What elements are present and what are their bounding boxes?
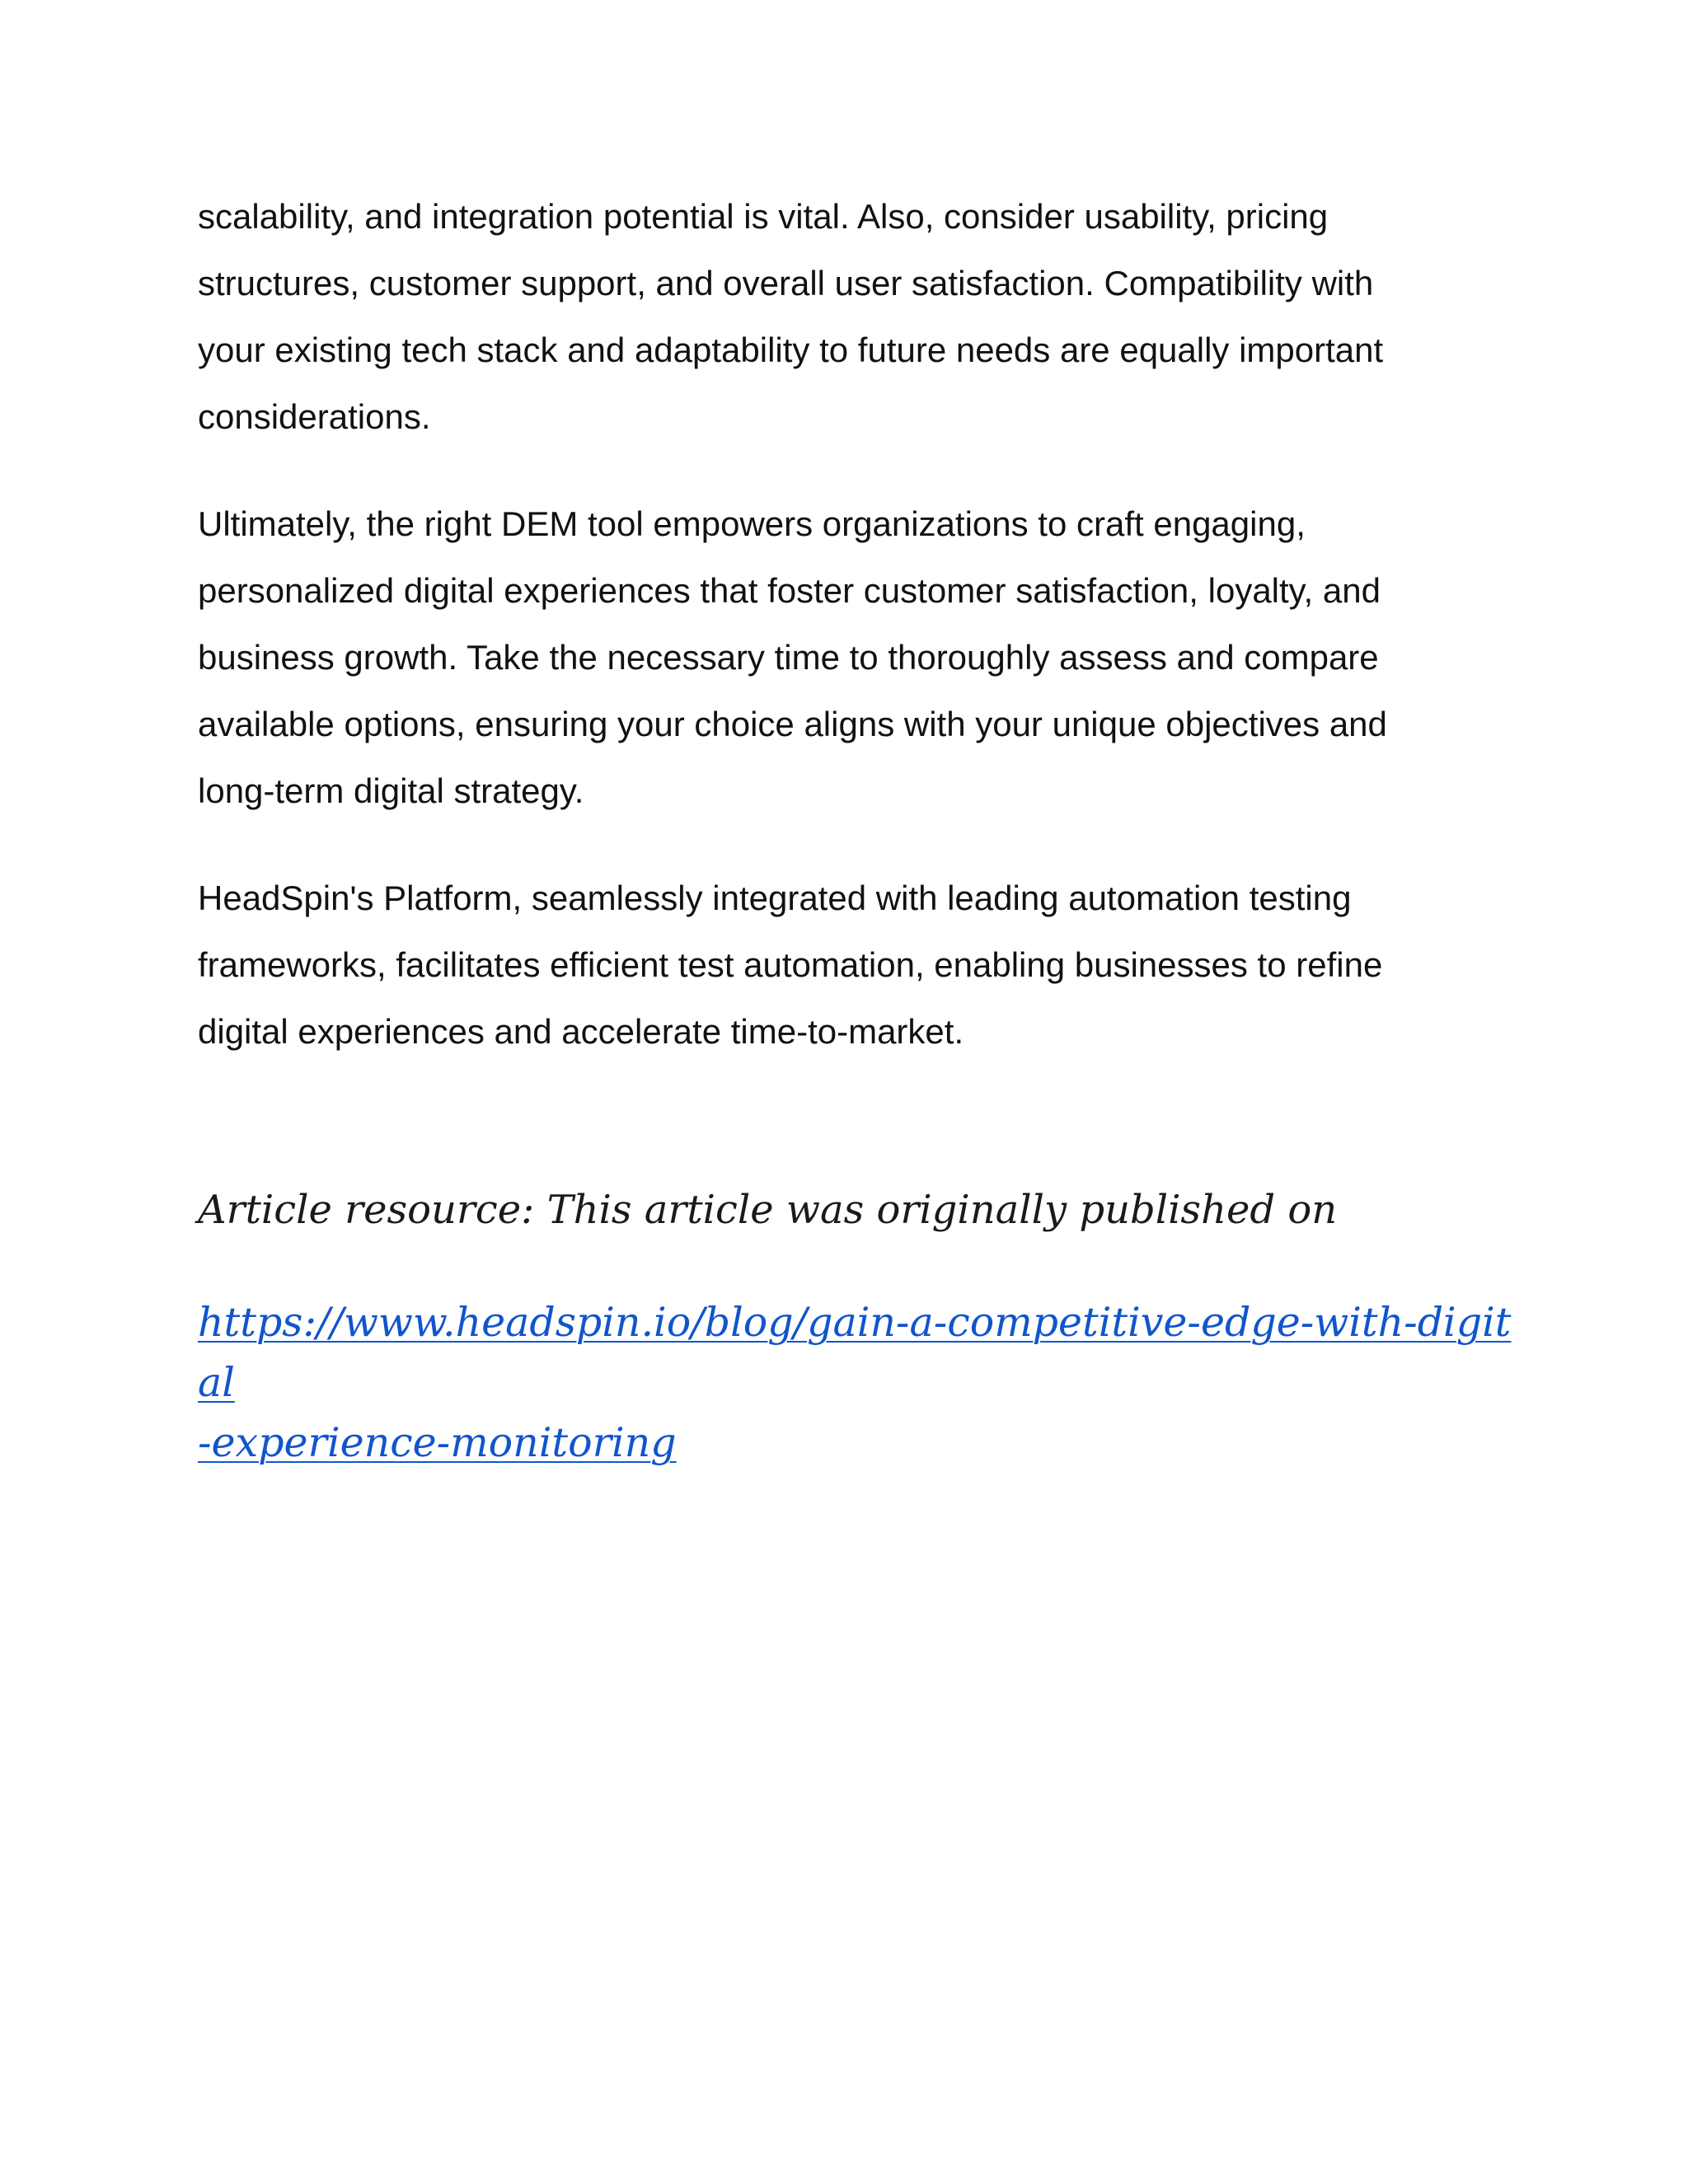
article-source-label: Article resource: This article was originally published on <box>198 1187 1338 1233</box>
document-body <box>198 183 1512 1466</box>
paragraph-headspin-platform: HeadSpin's Platform, seamlessly integrated with leading automation testing frameworks, facilitates efficient test automation, enabling businesses to refine digital experiences and accelerate time-to-market. <box>198 879 1383 1051</box>
paragraph-right-dem-tool: Ultimately, the right DEM tool empowers organizations to craft engaging, personalized digital experiences that foster customer satisfaction, loyalty, and business growth. Take the necessary time to thoroughly assess and compare available options, ensuring your choice aligns with your unique objectives and long-term digital strategy. <box>198 504 1387 810</box>
article-source-link[interactable]: https://www.headspin.io/blog/gain-a-competitive-edge-with-digital -experience-monitoring <box>198 1299 1512 1466</box>
paragraph-evaluation-criteria: scalability, and integration potential is vital. Also, consider usability, pricing structures, customer support, and overall user satisfaction. Compatibility with your existing tech stack and adaptability to future needs are equally important considerations. <box>198 197 1384 436</box>
